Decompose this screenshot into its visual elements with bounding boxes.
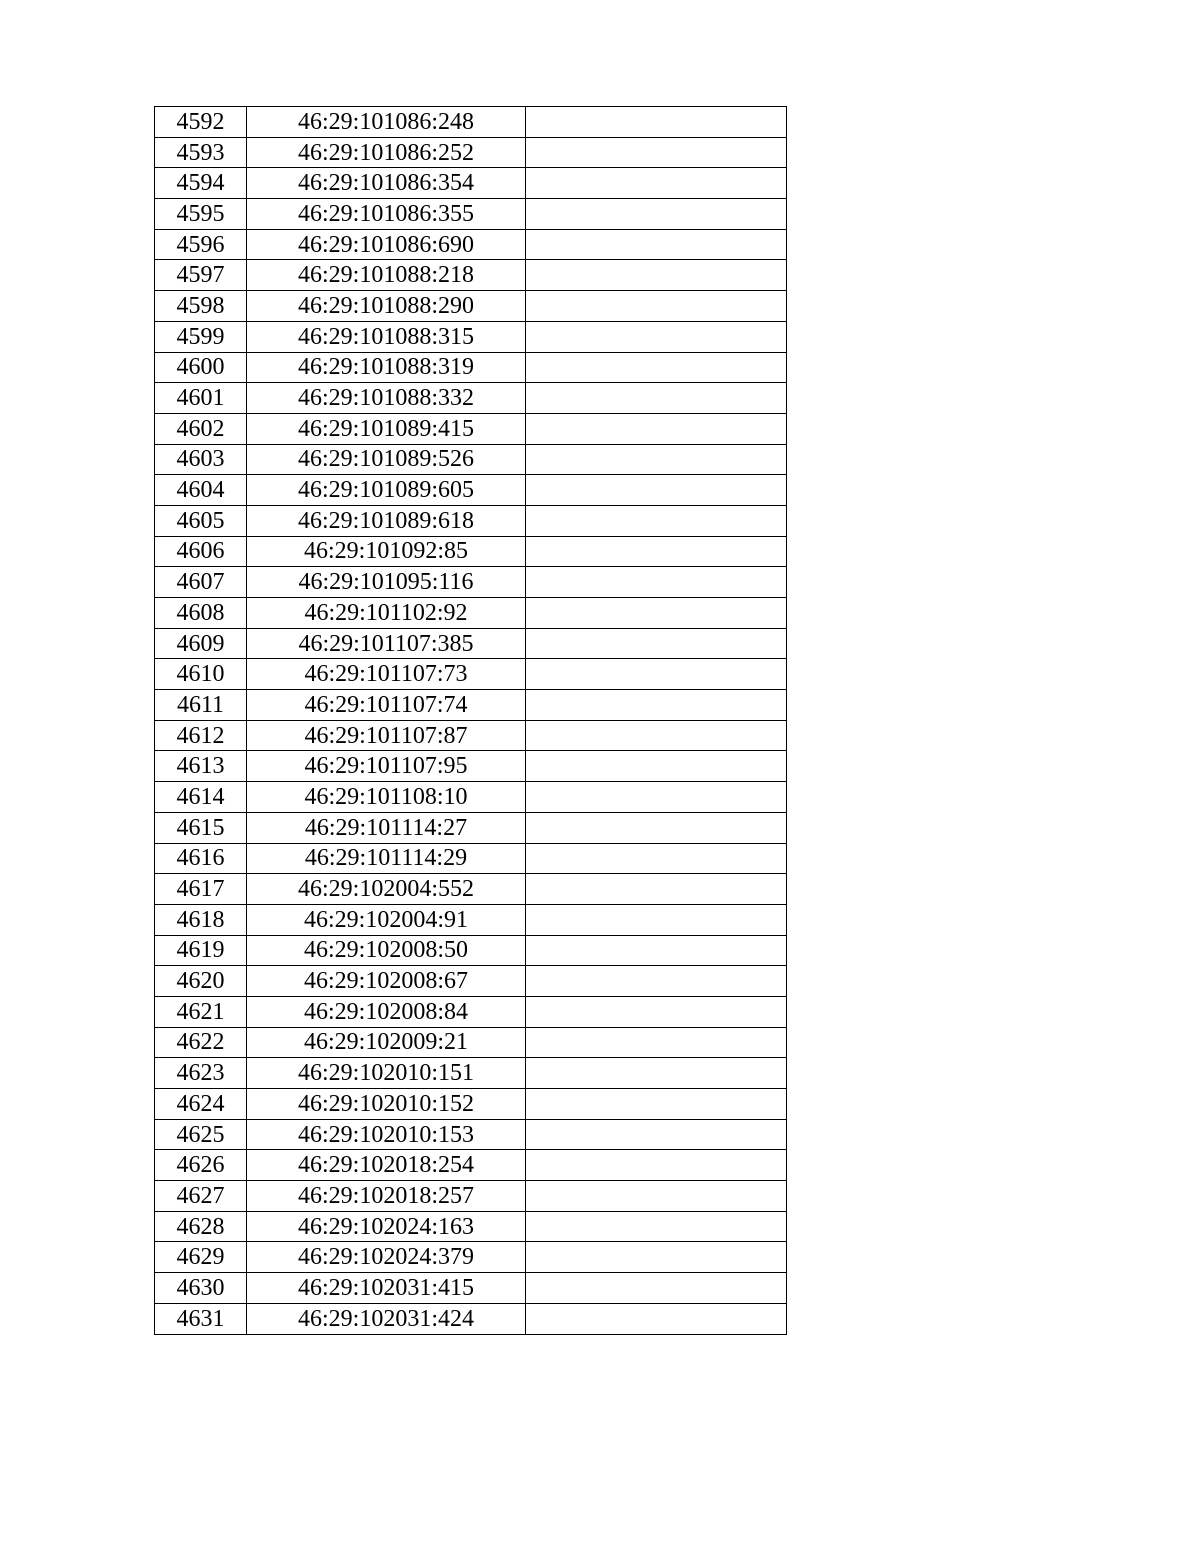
row-number-cell: 4613: [155, 751, 247, 782]
table-row: [155, 628, 787, 659]
cadastral-number-cell: 46:29:101089:618: [247, 505, 526, 536]
table-row: [155, 168, 787, 199]
cadastral-number-cell: 46:29:101102:92: [247, 598, 526, 629]
table-row: [155, 199, 787, 230]
empty-cell: [526, 690, 787, 721]
row-number-cell: 4612: [155, 720, 247, 751]
row-number-cell: 4610: [155, 659, 247, 690]
empty-cell: [526, 1181, 787, 1212]
cadastral-number-cell: 46:29:101086:355: [247, 199, 526, 230]
row-number-cell: 4616: [155, 843, 247, 874]
cadastral-number-cell: 46:29:101107:74: [247, 690, 526, 721]
row-number-cell: 4594: [155, 168, 247, 199]
table-row: [155, 659, 787, 690]
cadastral-number-cell: 46:29:101095:116: [247, 567, 526, 598]
row-number-cell: 4592: [155, 107, 247, 138]
table-row: [155, 536, 787, 567]
empty-cell: [526, 812, 787, 843]
table-row: [155, 782, 787, 813]
row-number-cell: 4605: [155, 505, 247, 536]
empty-cell: [526, 291, 787, 322]
row-number-cell: 4614: [155, 782, 247, 813]
cadastral-number-cell: 46:29:102008:67: [247, 966, 526, 997]
row-number-cell: 4628: [155, 1211, 247, 1242]
empty-cell: [526, 475, 787, 506]
row-number-cell: 4597: [155, 260, 247, 291]
row-number-cell: 4630: [155, 1273, 247, 1304]
table-row: [155, 966, 787, 997]
table-row: [155, 1089, 787, 1120]
empty-cell: [526, 383, 787, 414]
empty-cell: [526, 1242, 787, 1273]
empty-cell: [526, 1303, 787, 1334]
empty-cell: [526, 321, 787, 352]
table-body: [155, 107, 787, 1335]
empty-cell: [526, 1089, 787, 1120]
table-row: [155, 904, 787, 935]
cadastral-number-cell: 46:29:101092:85: [247, 536, 526, 567]
row-number-cell: 4602: [155, 413, 247, 444]
empty-cell: [526, 168, 787, 199]
table-row: [155, 475, 787, 506]
table-row: [155, 444, 787, 475]
empty-cell: [526, 874, 787, 905]
table-row: [155, 107, 787, 138]
cadastral-number-cell: 46:29:101088:315: [247, 321, 526, 352]
row-number-cell: 4608: [155, 598, 247, 629]
cadastral-number-cell: 46:29:101086:354: [247, 168, 526, 199]
row-number-cell: 4607: [155, 567, 247, 598]
cadastral-number-cell: 46:29:102004:91: [247, 904, 526, 935]
empty-cell: [526, 444, 787, 475]
cadastral-number-cell: 46:29:101114:29: [247, 843, 526, 874]
row-number-cell: 4625: [155, 1119, 247, 1150]
cadastral-number-cell: 46:29:101107:87: [247, 720, 526, 751]
row-number-cell: 4600: [155, 352, 247, 383]
cadastral-number-cell: 46:29:102010:153: [247, 1119, 526, 1150]
empty-cell: [526, 782, 787, 813]
cadastral-number-cell: 46:29:101088:290: [247, 291, 526, 322]
row-number-cell: 4626: [155, 1150, 247, 1181]
cadastral-number-cell: 46:29:102008:50: [247, 935, 526, 966]
cadastral-number-cell: 46:29:101086:690: [247, 229, 526, 260]
empty-cell: [526, 966, 787, 997]
row-number-cell: 4618: [155, 904, 247, 935]
cadastral-number-cell: 46:29:101089:415: [247, 413, 526, 444]
cadastral-number-cell: 46:29:101088:319: [247, 352, 526, 383]
table-row: [155, 598, 787, 629]
empty-cell: [526, 1273, 787, 1304]
cadastral-number-cell: 46:29:102031:415: [247, 1273, 526, 1304]
table-row: [155, 505, 787, 536]
empty-cell: [526, 720, 787, 751]
cadastral-number-cell: 46:29:102004:552: [247, 874, 526, 905]
cadastral-number-cell: 46:29:101107:95: [247, 751, 526, 782]
empty-cell: [526, 352, 787, 383]
table-row: [155, 874, 787, 905]
table-row: [155, 229, 787, 260]
row-number-cell: 4609: [155, 628, 247, 659]
row-number-cell: 4617: [155, 874, 247, 905]
cadastral-number-cell: 46:29:101114:27: [247, 812, 526, 843]
empty-cell: [526, 107, 787, 138]
cadastral-number-cell: 46:29:102024:163: [247, 1211, 526, 1242]
cadastral-number-cell: 46:29:102010:151: [247, 1058, 526, 1089]
table-row: [155, 1273, 787, 1304]
table-row: [155, 690, 787, 721]
table-row: [155, 1150, 787, 1181]
table-row: [155, 352, 787, 383]
cadastral-table: [154, 106, 787, 1335]
cadastral-number-cell: 46:29:102008:84: [247, 996, 526, 1027]
row-number-cell: 4619: [155, 935, 247, 966]
row-number-cell: 4603: [155, 444, 247, 475]
row-number-cell: 4604: [155, 475, 247, 506]
row-number-cell: 4620: [155, 966, 247, 997]
table-row: [155, 291, 787, 322]
empty-cell: [526, 751, 787, 782]
cadastral-number-cell: 46:29:101089:605: [247, 475, 526, 506]
empty-cell: [526, 1027, 787, 1058]
cadastral-number-cell: 46:29:102031:424: [247, 1303, 526, 1334]
row-number-cell: 4596: [155, 229, 247, 260]
table-row: [155, 1211, 787, 1242]
cadastral-number-cell: 46:29:101107:73: [247, 659, 526, 690]
cadastral-number-cell: 46:29:101088:218: [247, 260, 526, 291]
table-row: [155, 1242, 787, 1273]
table-row: [155, 383, 787, 414]
cadastral-number-cell: 46:29:101107:385: [247, 628, 526, 659]
cadastral-number-cell: 46:29:101108:10: [247, 782, 526, 813]
table-row: [155, 260, 787, 291]
table-row: [155, 1058, 787, 1089]
table-row: [155, 1303, 787, 1334]
table-row: [155, 1119, 787, 1150]
cadastral-number-cell: 46:29:101088:332: [247, 383, 526, 414]
row-number-cell: 4611: [155, 690, 247, 721]
table-row: [155, 996, 787, 1027]
cadastral-number-cell: 46:29:101089:526: [247, 444, 526, 475]
table-row: [155, 567, 787, 598]
row-number-cell: 4622: [155, 1027, 247, 1058]
row-number-cell: 4599: [155, 321, 247, 352]
empty-cell: [526, 260, 787, 291]
empty-cell: [526, 567, 787, 598]
table-row: [155, 843, 787, 874]
table-row: [155, 1027, 787, 1058]
row-number-cell: 4593: [155, 137, 247, 168]
empty-cell: [526, 536, 787, 567]
table-row: [155, 751, 787, 782]
empty-cell: [526, 137, 787, 168]
cadastral-number-cell: 46:29:102024:379: [247, 1242, 526, 1273]
cadastral-number-cell: 46:29:102018:257: [247, 1181, 526, 1212]
empty-cell: [526, 505, 787, 536]
row-number-cell: 4598: [155, 291, 247, 322]
row-number-cell: 4631: [155, 1303, 247, 1334]
empty-cell: [526, 935, 787, 966]
empty-cell: [526, 199, 787, 230]
cadastral-number-cell: 46:29:102018:254: [247, 1150, 526, 1181]
cadastral-number-cell: 46:29:102009:21: [247, 1027, 526, 1058]
empty-cell: [526, 229, 787, 260]
row-number-cell: 4627: [155, 1181, 247, 1212]
table-row: [155, 321, 787, 352]
table-row: [155, 812, 787, 843]
row-number-cell: 4623: [155, 1058, 247, 1089]
empty-cell: [526, 996, 787, 1027]
table-row: [155, 413, 787, 444]
empty-cell: [526, 1150, 787, 1181]
empty-cell: [526, 598, 787, 629]
table-row: [155, 935, 787, 966]
cadastral-number-cell: 46:29:102010:152: [247, 1089, 526, 1120]
row-number-cell: 4621: [155, 996, 247, 1027]
row-number-cell: 4601: [155, 383, 247, 414]
row-number-cell: 4624: [155, 1089, 247, 1120]
empty-cell: [526, 1058, 787, 1089]
table-row: [155, 720, 787, 751]
row-number-cell: 4606: [155, 536, 247, 567]
cadastral-number-cell: 46:29:101086:248: [247, 107, 526, 138]
row-number-cell: 4615: [155, 812, 247, 843]
table-row: [155, 137, 787, 168]
empty-cell: [526, 1119, 787, 1150]
empty-cell: [526, 413, 787, 444]
empty-cell: [526, 843, 787, 874]
cadastral-number-cell: 46:29:101086:252: [247, 137, 526, 168]
table-row: [155, 1181, 787, 1212]
empty-cell: [526, 904, 787, 935]
empty-cell: [526, 659, 787, 690]
empty-cell: [526, 628, 787, 659]
row-number-cell: 4595: [155, 199, 247, 230]
row-number-cell: 4629: [155, 1242, 247, 1273]
empty-cell: [526, 1211, 787, 1242]
